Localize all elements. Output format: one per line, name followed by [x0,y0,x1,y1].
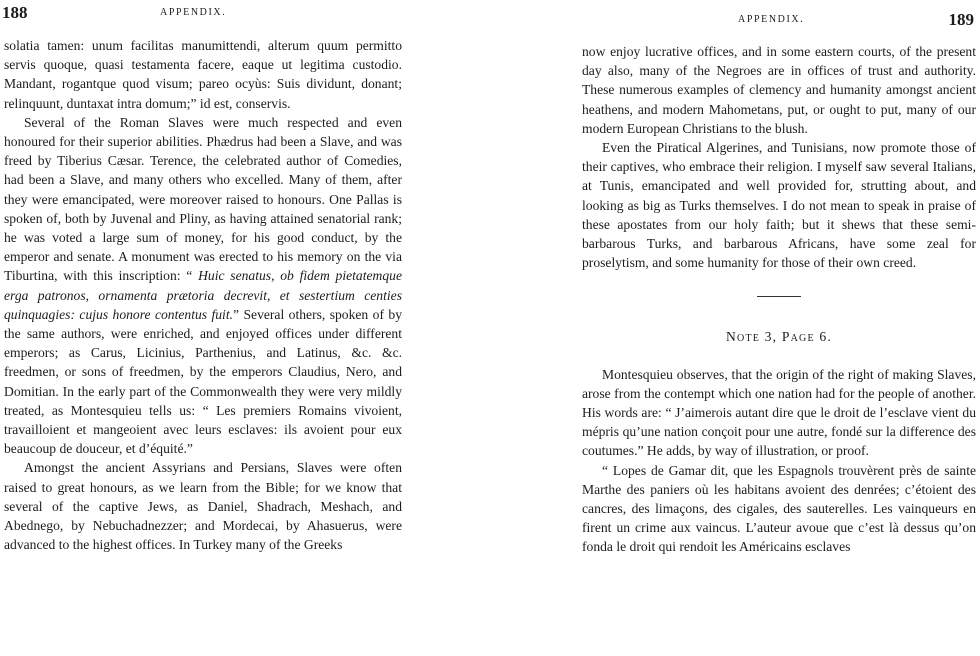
right-page [578,0,980,656]
right-running-head: APPENDIX. [738,14,805,25]
section-divider-rule [757,296,801,297]
right-page-header [578,0,980,30]
left-paragraph-3 [4,458,402,554]
book-gutter [404,0,578,656]
text-segment: solatia tamen: unum facilitas manumittendi, alterum quum permitto servis quoque, quasi testamenta facere, eaque ut legitima custodio. Mandant, rogantque quod visum; pareo ocyùs: Suis dividunt, donant; relinquunt, duntaxat intra domum;” id est, conservis. [4,38,402,111]
left-page [0,0,404,656]
left-running-head: APPENDIX. [160,7,227,18]
text-segment: Even the Piratical Algerines, and Tunisians, now promote those of their captives, who embrace their religion. I myself saw several Italians, at Tunis, emancipated and well provided for, strutting about, and looking as big as Turks themselves. I do not mean to speak in praise of these apostates from our holy faith; but it shews that these semi-barbarous Turks, and barbarous Africans, have some zeal for proselytism, and some humanity for those of their own creed. [582,140,976,271]
left-page-body [4,36,402,554]
right-paragraph-2 [582,138,976,272]
text-segment: Montesquieu observes, that the origin of the right of making Slaves, arose from the contempt which one nation had for the people of another. His words are: “ J’aimerois autant dire que le droit de l’esclave vient du mépris qu’une nation conçoit pour une autre, fondé sur la difference des coutumes.” He adds, by way of illustration, or proof. [582,366,976,459]
note-paragraph-2 [582,461,976,557]
text-segment: now enjoy lucrative offices, and in some eastern courts, of the present day also, many of the Negroes are in offices of trust and authority. These numerous examples of clemency and humanity amongst ancient heathens, and modern Mahometans, put, or ought to put, many of our modern European Christians to the blush. [582,44,976,136]
left-page-number: 188 [2,3,28,22]
right-page-number: 189 [948,10,974,29]
note-heading: Note 3, Page 6. [726,329,832,345]
latin-inscription: Huic senatus, ob fidem pietatemque erga patronos, ornamenta prætoria decrevit, et sestertium centies quinquagies: cujus honore contentus fuit. [4,268,402,322]
left-paragraph-2 [4,113,402,459]
text-segment: ” Several others, spoken of by the same authors, were enriched, and enjoyed offices under different emperors; as Carus, Licinius, Parthenius, and Latinus, &c. &c. freedmen, or sons of freedmen, by the emperors Claudius, Nero, and Domitian. In the early part of the Commonwealth they were very mildly treated, as Montesquieu tells us: “ Les premiers Romains vivoient, travailloient et mangeoient avec leurs esclaves: ils avoient pour eux beaucoup de douceur, et d’équité.” [4,306,402,457]
right-page-body [582,42,976,557]
text-segment: “ Lopes de Gamar dit, que les Espagnols trouvèrent près de sainte Marthe des paniers où les habitans avoient des denrées; c’étoient des cancres, des limaçons, des cigales, des sauterelles. Les vainqueurs en firent un crime aux vaincus. L’auteur avoue que c’est là dessus qu’on fonda le droit qui rendoit les Américains esclaves [582,462,976,555]
text-segment: Several of the Roman Slaves were much respected and even honoured for their superior abilities. Phædrus had been a Slave, and was freed by Tiberius Cæsar. Terence, the celebrated author of Comedies, had been a Slave, and many others who excelled. Many of them, after they were emancipated, were moreover raised to honours. One Pallas is spoken of, both by Juvenal and Pliny, as having attained senatorial rank; he was voted a large sum of money, for his good conduct, by the emperor and senate. A monument was erected to his memory on the via Tiburtina, with this inscription: “ [4,114,402,284]
left-paragraph-1 [4,36,402,113]
text-segment: Amongst the ancient Assyrians and Persians, Slaves were often raised to great honours, as we learn from the Bible; for we know that several of the captive Jews, as Daniel, Shadrach, Meshach, and Abednego, by Nebuchadnezzer; and Mordecai, by Ahasuerus, were advanced to the highest offices. In Turkey many of the Greeks [4,460,402,553]
right-paragraph-1 [582,42,976,138]
left-page-header [0,0,404,30]
note-paragraph-1 [582,365,976,461]
